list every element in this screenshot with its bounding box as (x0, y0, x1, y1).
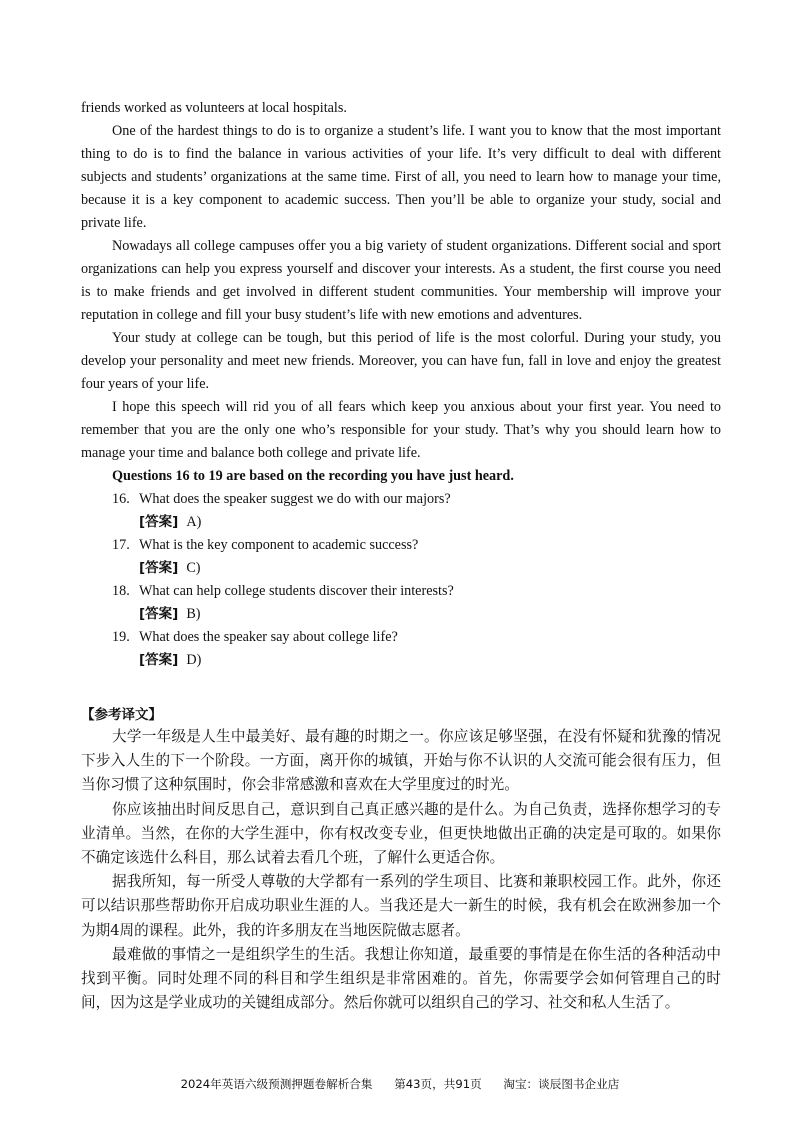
question-item (81, 626, 721, 649)
transcript-paragraph: I hope this speech will rid you of all fears which keep you anxious about your first year. You need to remember that you are the only one who’s responsible for your study. That’s why you should learn how to manage your time and balance both college and private life. (81, 399, 721, 461)
answer-line (81, 511, 721, 534)
question-text: What does the speaker suggest we do with our majors? (139, 491, 451, 507)
translation-paragraph: 据我所知，每一所受人尊敬的大学都有一系列的学生项目、比赛和兼职校园工作。此外，你还可以结识那些帮助你开启成功职业生涯的人。当我还是大一新生的时候，我有机会在欧洲参加一个为期4周的课程。此外，我的许多朋友在当地医院做志愿者。 (81, 873, 721, 939)
transcript-paragraph: friends worked as volunteers at local hospitals. (81, 100, 347, 116)
question-item (81, 534, 721, 557)
question-number: 17. (112, 537, 130, 553)
page-footer (0, 1076, 800, 1092)
footer-title: 2024年英语六级预测押题卷解析合集 (180, 1077, 373, 1091)
reference-translation-heading: 【参考译文】 (81, 707, 162, 723)
question-item (81, 488, 721, 511)
question-text: What is the key component to academic success? (139, 537, 419, 553)
transcript-paragraph: Nowadays all college campuses offer you a big variety of student organizations. Different social and sport organizations can help you express yourself and discover your interests. As a student, the first course you need is to make friends and get involved in different student communities. Your membership will improve your reputation in college and fill your busy student’s life with new emotions and adventures. (81, 238, 721, 323)
answer-line (81, 603, 721, 626)
question-text: What does the speaker say about college life? (139, 629, 398, 645)
question-number: 18. (112, 583, 130, 599)
translation-paragraph: 大学一年级是人生中最美好、最有趣的时期之一。你应该足够坚强，在没有怀疑和犹豫的情况下步入人生的下一个阶段。一方面，离开你的城镇，开始与你不认识的人交流可能会很有压力，但当你习惯了这种氛围时，你会非常感激和喜欢在大学里度过的时光。 (81, 728, 721, 794)
answer-value: B) (186, 606, 201, 622)
translation-paragraph: 最难做的事情之一是组织学生的生活。我想让你知道，最重要的事情是在你生活的各种活动中找到平衡。同时处理不同的科目和学生组织是非常困难的。首先，你需要学会如何管理自己的时间，因为这是学业成功的关键组成部分。然后你就可以组织自己的学习、社交和私人生活了。 (81, 945, 721, 1012)
answer-label: [答案] (139, 652, 179, 668)
question-item (81, 580, 721, 603)
translation-paragraph: 你应该抽出时间反思自己，意识到自己真正感兴趣的是什么。为自己负责，选择你想学习的专业清单。当然，在你的大学生涯中，你有权改变专业，但更快地做出正确的决定是可取的。如果你不确定该选什么科目，那么试着去看几个班，了解什么更适合你。 (81, 800, 721, 867)
answer-label: [答案] (139, 514, 179, 530)
transcript-paragraph: Your study at college can be tough, but this period of life is the most colorful. During your study, you develop your personality and meet new friends. Moreover, you can have fun, fall in love and enjoy the greatest four years of your life. (81, 330, 721, 392)
answer-label: [答案] (139, 560, 179, 576)
english-transcript (81, 97, 721, 672)
footer-shop: 淘宝：谈辰图书企业店 (503, 1077, 620, 1091)
answer-label: [答案] (139, 606, 179, 622)
answer-line (81, 649, 721, 672)
answer-line (81, 557, 721, 580)
answer-value: A) (186, 514, 202, 530)
questions-heading: Questions 16 to 19 are based on the recording you have just heard. (112, 468, 514, 484)
footer-page-number: 第43页，共91页 (394, 1077, 482, 1091)
question-text: What can help college students discover their interests? (139, 583, 454, 599)
question-number: 16. (112, 491, 130, 507)
answer-value: C) (186, 560, 201, 576)
transcript-paragraph: One of the hardest things to do is to organize a student’s life. I want you to know that the most important thing to do is to find the balance in various activities of your life. It’s very difficult to deal with different subjects and students’ organizations at the same time. First of all, you need to learn how to manage your time, because it is a key component to academic success. Then you’ll be able to organize your study, social and private life. (81, 123, 721, 231)
chinese-translation (81, 725, 721, 1015)
question-number: 19. (112, 629, 130, 645)
answer-value: D) (186, 652, 202, 668)
